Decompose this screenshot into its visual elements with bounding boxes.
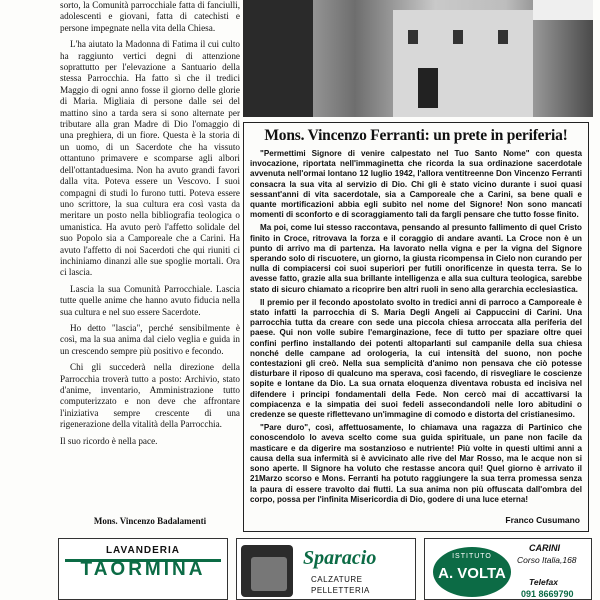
left-column-text bbox=[60, 0, 240, 530]
left-paragraph: Ho detto "lascia", perché sensibilmente è così, ma la sua anima dal cielo veglia e guida in un crescendo sempre più positivo e fecondo. bbox=[60, 322, 240, 356]
left-paragraph: Il suo ricordo è nella pace. bbox=[60, 435, 158, 446]
ad-sparacio-name: Sparacio bbox=[303, 547, 377, 569]
photo-window bbox=[453, 30, 463, 44]
ad-lavanderia-line1: LAVANDERIA bbox=[105, 545, 181, 556]
photo-window bbox=[498, 30, 508, 44]
photo-window bbox=[408, 30, 418, 44]
ad-sparacio-line1: CALZATURE bbox=[311, 575, 363, 584]
ad-volta-phone: 091 8669790 bbox=[521, 589, 574, 599]
left-paragraph: L'ha aiutato la Madonna di Fatima il cui culto ha raggiunto vertici degni di attenzione soprattutto per l'elevazione a Santuario della stessa Parrocchia. Ha fatto sì che il tredici Maggio di ogni anno fosse il giorno delle glorie di Maria. Migliaia di persone dalle sei del mattino sino a tarda sera si sono alternate per tributare alla gran Madre di Dio l'omaggio di una preghiera, di un fiore. Questa è la storia di un uomo, di un Sacerdote che ha vissuto ottantuno primavere e scomparse agli albori dell'ottantaduesima. Non ha avuto grandi favori dalla vita. Poteva essere un Vescovo. I suoi compagni di studi lo furono tutti. Poteva essere uno scrittore, la sua cultura era così vasta da meritare un posto nella bibliografia teologica o umanistica. Ha avuto però l'affetto solidale del suo Popolo sia a Camporeale che a Carini. Ha avuto l'affetto di noi Sacerdoti che qui riuniti ci inchiniamo dinanzi alle sue spoglie mortali. Ora ci lascia. bbox=[60, 39, 240, 278]
article-paragraph: Ma poi, come lui stesso raccontava, pensando al presunto fallimento di quel Cristo finito in Croce, ritrovava la forza e il coraggio di andare avanti. La Croce non è un punto di arrivo ma di partenza. Ha lavorato nella vigna e per la vigna del Signore sperando solo di riscuotere, un giorno, la giusta ricompensa in Cielo non curando per nulla di compiacersi coi suoi superiori per futili onorificenze in questa terra. Se lo avesse fatto, grazie alla sua brillante intelligenza e alla sua cultura teologica, sarebbe stato di sicuro chiamato a ricoprire ben altri ruoli in seno alla gerarchia ecclesiastica. bbox=[250, 223, 582, 294]
left-paragraph: Lascia la sua Comunità Parrocchiale. Lascia tutte quelle anime che hanno avuto fiducia nella sua cultura e nel suo essere Sacerdote. bbox=[60, 283, 240, 317]
left-paragraph: Chi gli succederà nella direzione della Parrocchia troverà tutto a posto: Archivio, stato d'anime, inventario, Amministrazione tutto computerizzato e non deve che affrontare l'iniziativa sempre crescente di una rigenerazione della vitalità della Parrocchia. bbox=[60, 362, 240, 430]
ad-lavanderia bbox=[58, 538, 228, 600]
ad-volta bbox=[424, 538, 592, 600]
article-paragraph: Il premio per il fecondo apostolato svolto in tredici anni di parroco a Camporeale è stato infatti la parrocchia di S. Maria Degli Angeli ai Cappuccini di Carini. Una parrocchia tutta da creare con sede una piccola chiesa arroccata alla periferia del paese. Qui non volle subire l'emarginazione, fece di tutto per spaziare oltre quei confini perfino installando dei potenti altoparlanti sul campanile della sua chiesa nonché delle campane ad orologeria, la cui intensità del suono, non poche contestazioni gli creò. Nella sua semplicità d'animo non pensava che ciò potesse disturbare il riposo di qualcuno ma sperava, così facendo, di risvegliare le coscienze sopite e lontane da Dio. La sua ornata eloquenza diventava robusta ed incisiva nel difendere i principi fondamentali della Fede. Non cercò mai di accattivarsi la compiacenza e la simpatia dei suoi fedeli assecondandoli nelle loro abitudini o credenze se queste riflettevano un'immagine di comodo e distorta del cristianesimo. bbox=[250, 297, 582, 420]
left-signature: Mons. Vincenzo Badalamenti bbox=[93, 516, 207, 526]
ad-sparacio bbox=[236, 538, 416, 600]
ad-volta-address: Corso Italia,168 bbox=[517, 555, 577, 565]
ad-volta-telefax: Telefax bbox=[529, 577, 558, 587]
article-body bbox=[250, 149, 582, 505]
ad-sparacio-logo-inner bbox=[251, 557, 287, 591]
photo-sky bbox=[533, 0, 593, 20]
ad-volta-istituto: ISTITUTO bbox=[452, 553, 492, 560]
ad-volta-city: CARINI bbox=[529, 543, 560, 553]
photo-shadow bbox=[243, 0, 313, 117]
article-title: Mons. Vincenzo Ferranti: un prete in periferia! bbox=[264, 127, 568, 144]
left-paragraph: sorto, la Comunità parrocchiale fatta di fanciulli, adolescenti e giovani, fatta di catechisti e persone impegnate nella vita della Chiesa. bbox=[60, 0, 240, 33]
ad-lavanderia-line2: TAORMINA bbox=[80, 559, 206, 580]
church-photo bbox=[243, 0, 593, 117]
article-author: Franco Cusumano bbox=[505, 515, 580, 525]
article-paragraph: "Permettimi Signore di venire calpestato nel Tuo Santo Nome" con questa invocazione, riportata nell'immaginetta che ricorda la sua ordinazione sacerdotale avvenuta nell'ormai lontano 12 luglio 1942, l'allora ventitreenne Don Vincenzo Ferranti consacra la sua vita al servizio di Dio. Chi gli è stato vicino durante i suoi quasi sessant'anni di vita sacerdotale, sia a Camporeale che a Carini, sa bene quali e quante mortificazioni abbia egli subìto nel nome del Signore! Non sono mancati momenti di sconforto e di scoraggiamento tali da fargli pensare che tutto fosse finito. bbox=[250, 149, 582, 220]
article-box bbox=[243, 122, 589, 532]
ad-sparacio-line2: PELLETTERIA bbox=[311, 586, 370, 595]
ad-volta-name: A. VOLTA bbox=[438, 565, 506, 582]
photo-building bbox=[393, 10, 533, 117]
photo-door bbox=[418, 68, 438, 108]
article-paragraph: "Pare duro", così, affettuosamente, lo chiamava una ragazza di Partinico che conoscendolo lo aveva scelto come sua guida spirituale, un pane non facile da masticare e da digerire ma sostanzioso e nutriente! Più volte in questi ultimi anni a causa della sua infermità si è avvicinato alle rive del Mar Rosso, ma le acque non si sono aperte. Il Signore ha voluto che restasse ancora qui! Quel giorno è arrivato il 21Marzo scorso e Mons. Ferranti ha potuto raggiungere la sua terra promessa senza la paura di essere travolto dai flutti. La sua anima non più offuscata dall'ombra del corpo, possa per l'infinita Misericordia di Dio, godere di una luce eterna! bbox=[250, 423, 582, 504]
